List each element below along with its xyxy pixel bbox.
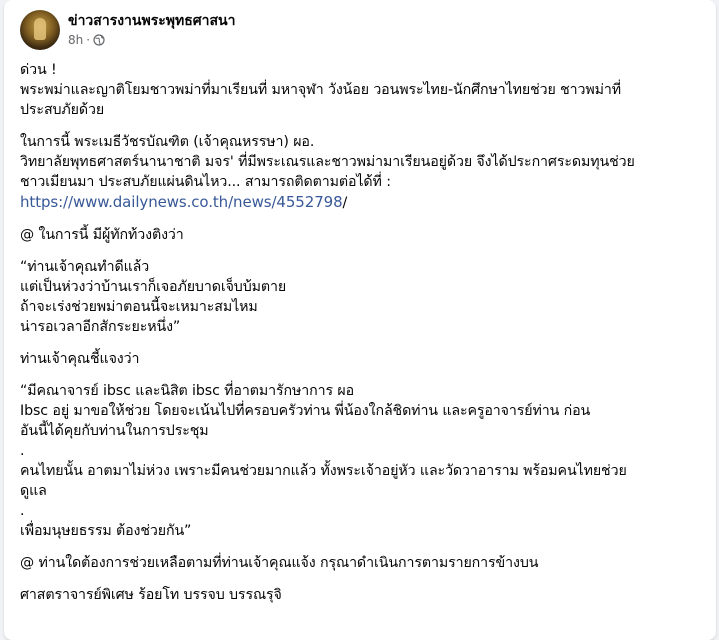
page-name[interactable]: ข่าวสารงานพระพุทธศาสนา — [68, 13, 236, 29]
post-text: “มีคณาจารย์ ibsc และนิสิต ibsc ที่อาตมารักษาการ ผอ — [20, 383, 355, 399]
globe-icon[interactable] — [93, 34, 105, 46]
post-text: ด่วน ! — [20, 62, 57, 78]
post-paragraph — [20, 60, 706, 120]
post-text: . — [20, 503, 25, 519]
post-text: ชาวเมียนมา ประสบภัยแผ่นดินไหว... สามารถติดตามต่อได้ที่ : — [20, 174, 391, 190]
post-signature: ศาสตราจารย์พิเศษ ร้อยโท บรรจบ บรรณรุจิ — [20, 587, 282, 603]
news-link[interactable]: https://www.dailynews.co.th/news/4552798 — [20, 193, 343, 211]
post-header — [20, 8, 235, 52]
post-text: @ ในการนี้ มีผู้ทักท้วงติงว่า — [20, 227, 184, 243]
post-time[interactable]: 8h — [68, 33, 84, 47]
post-paragraph — [20, 257, 706, 337]
post-text: อันนี้ได้คุยกับท่านในการประชุม — [20, 423, 209, 439]
link-line — [20, 192, 706, 213]
post-text: Ibsc อยู่ มาขอให้ช่วย โดยจะเน้นไปที่ครอบครัวท่าน พี่น้องใกล้ชิดท่าน และครูอาจารย์ท่าน ก่อน — [20, 403, 591, 419]
post-text: คนไทยนั้น อาตมาไม่ห่วง เพราะมีคนช่วยมากแล้ว ทั้งพระเจ้าอยู่หัว และวัดวาอาราม พร้อมคนไทยช่วย — [20, 463, 627, 479]
post-text: วิทยาลัยพุทธศาสตร์นานาชาติ มจร' ที่มีพระเณรและชาวพม่ามาเรียนอยู่ด้วย จึงได้ประกาศระดมทุนช่วย — [20, 154, 635, 170]
meta-separator: · — [86, 33, 91, 47]
post-text: “ท่านเจ้าคุณทำดีแล้ว — [20, 259, 150, 275]
post-text: ถ้าจะเร่งช่วยพม่าตอนนี้จะเหมาะสมไหม — [20, 299, 258, 315]
post-paragraph — [20, 553, 706, 573]
post-body — [20, 60, 706, 617]
post-paragraph — [20, 381, 706, 541]
post-card — [4, 0, 716, 640]
post-paragraph — [20, 585, 706, 605]
post-text: แต่เป็นห่วงว่าบ้านเราก็เจอภัยบาดเจ็บบ้มตาย — [20, 279, 287, 295]
post-text: เพื่อมนุษยธรรม ต้องช่วยกัน” — [20, 523, 192, 539]
post-text: ในการนี้ พระเมธีวัชรบัณฑิต (เจ้าคุณหรรษา) ผอ. — [20, 134, 315, 150]
post-text: น่ารอเวลาอีกสักระยะหนึ่ง” — [20, 319, 181, 335]
post-text: ประสบภัยด้วย — [20, 102, 105, 118]
post-text: ดูแล — [20, 483, 47, 499]
page-avatar[interactable] — [20, 10, 60, 50]
link-tail: / — [342, 195, 348, 211]
post-subline — [68, 32, 235, 48]
post-text: ท่านเจ้าคุณชี้แจงว่า — [20, 351, 140, 367]
post-text: . — [20, 443, 25, 459]
post-paragraph — [20, 225, 706, 245]
post-meta — [68, 12, 235, 48]
post-paragraph — [20, 132, 706, 213]
post-text: พระพม่าและญาติโยมชาวพม่าที่มาเรียนที่ มหาจุฬา วังน้อย วอนพระไทย-นักศึกษาไทยช่วย ชาวพม่าที่ — [20, 82, 622, 98]
post-paragraph — [20, 349, 706, 369]
post-text: @ ท่านใดต้องการช่วยเหลือตามที่ท่านเจ้าคุณแจ้ง กรุณาดำเนินการตามรายการข้างบน — [20, 555, 539, 571]
